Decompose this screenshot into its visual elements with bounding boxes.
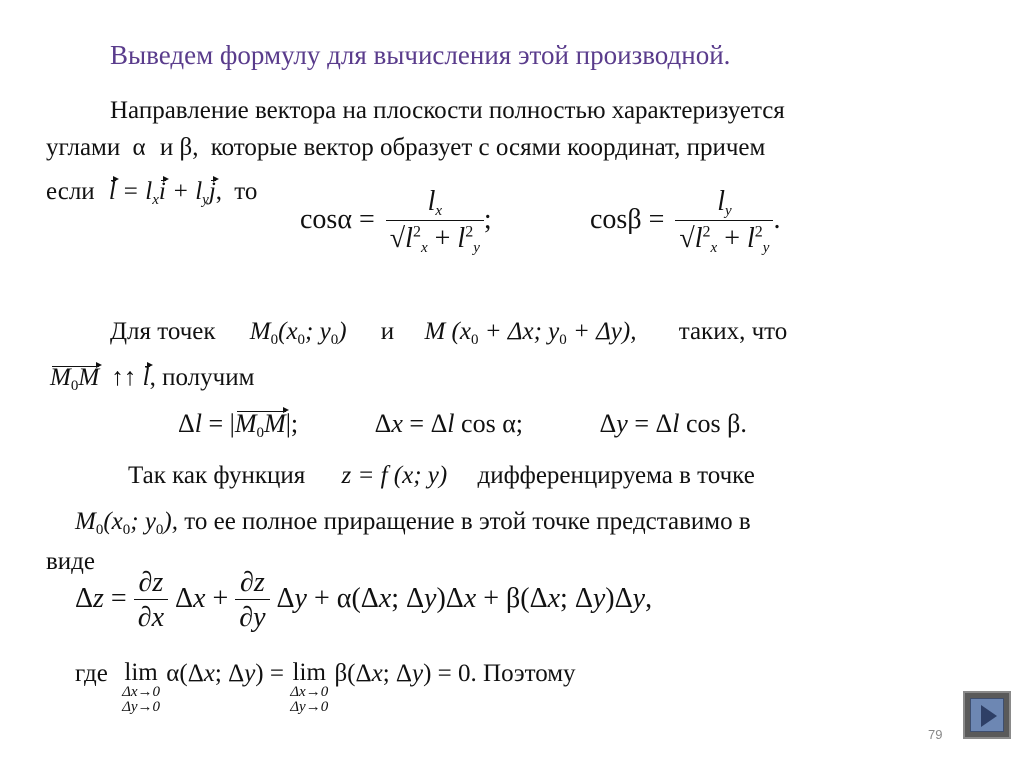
next-slide-button[interactable] (963, 691, 1011, 739)
total-increment-formula: Δz = $\frac{\partial z}{\partial x}$ Δx + $\frac{\partial z}{\partial y}$ Δy + α(Δx; Δy)Δx + β(Δx; Δy)Δy, (75, 567, 653, 633)
vector-decomposition: $l = l_xi + l_yj$ (108, 178, 216, 208)
point-m0: $M_0(x_0$; $y_0$) (249, 318, 347, 348)
text-such-that: таких, что (678, 318, 788, 345)
para1-line3: если $l = l_xi + l_yj$, то (46, 178, 258, 208)
increments-formulas: Δl = |M0M|; Δx = Δl cos α; Δy = Δl cos β. (178, 409, 747, 441)
point-m0-again: $M_0(x_0$; $y_0$), (75, 508, 178, 538)
cos-label: cos (590, 203, 628, 235)
text-and: и (380, 318, 395, 345)
text-then: то (234, 178, 258, 205)
para2-line2: $M_0M$ ↑↑ l, получим (50, 364, 255, 394)
limits-line: где lim Δx→0 Δy→0 α(Δx; Δy) = lim Δx→0 Δy→0 β(Δx; Δy) = 0. Поэтому (75, 659, 576, 715)
para1-line1: Направление вектора на плоскости полностью характеризуется (110, 97, 785, 124)
text-full-increment: то ее полное приращение в этой точке представимо в (184, 508, 751, 535)
text-obtain: получим (162, 364, 255, 391)
slide-title: Выведем формулу для вычисления этой производной. (110, 40, 731, 70)
alpha-symbol: α (132, 134, 146, 161)
cos-label: cos (300, 203, 338, 235)
text-differentiable: дифференцируема в точке (477, 462, 755, 489)
text-which: которые вектор образует с осями координат, причем (210, 134, 766, 161)
para3-line1 (128, 462, 755, 490)
text-for-points: Для точек (110, 318, 216, 345)
vector-m0m: $M_0M$ (50, 364, 100, 394)
text-since-function: Так как функция (128, 462, 306, 489)
cos-alpha-formula: cosα = $\frac{l_x}{√l^2_x + l^2_y}$ ; (300, 186, 492, 256)
limit-alpha: lim Δx→0 Δy→0 (122, 659, 161, 715)
text-and: и (159, 134, 174, 161)
para1-line2 (46, 134, 765, 162)
text-therefore: Поэтому (483, 660, 576, 687)
para3-line2 (75, 508, 751, 539)
function-z: z = f (x; y) (341, 462, 448, 489)
page-number: 79 (928, 727, 943, 742)
beta-symbol: β, (179, 134, 199, 161)
para2-line1 (110, 318, 787, 349)
limit-beta: lim Δx→0 Δy→0 (290, 659, 329, 715)
para3-line3: виде (46, 548, 95, 575)
text-where: где (75, 660, 108, 687)
point-m: M ($x_0 + \Delta x$; $y_0 + \Delta y$), (424, 318, 637, 348)
next-slide-arrow-icon (970, 698, 1004, 732)
text-angles: углами (46, 134, 121, 161)
text-if: если (46, 178, 95, 205)
cos-beta-formula: cosβ = $\frac{l_y}{√l^2_x + l^2_y}$ . (590, 186, 781, 256)
